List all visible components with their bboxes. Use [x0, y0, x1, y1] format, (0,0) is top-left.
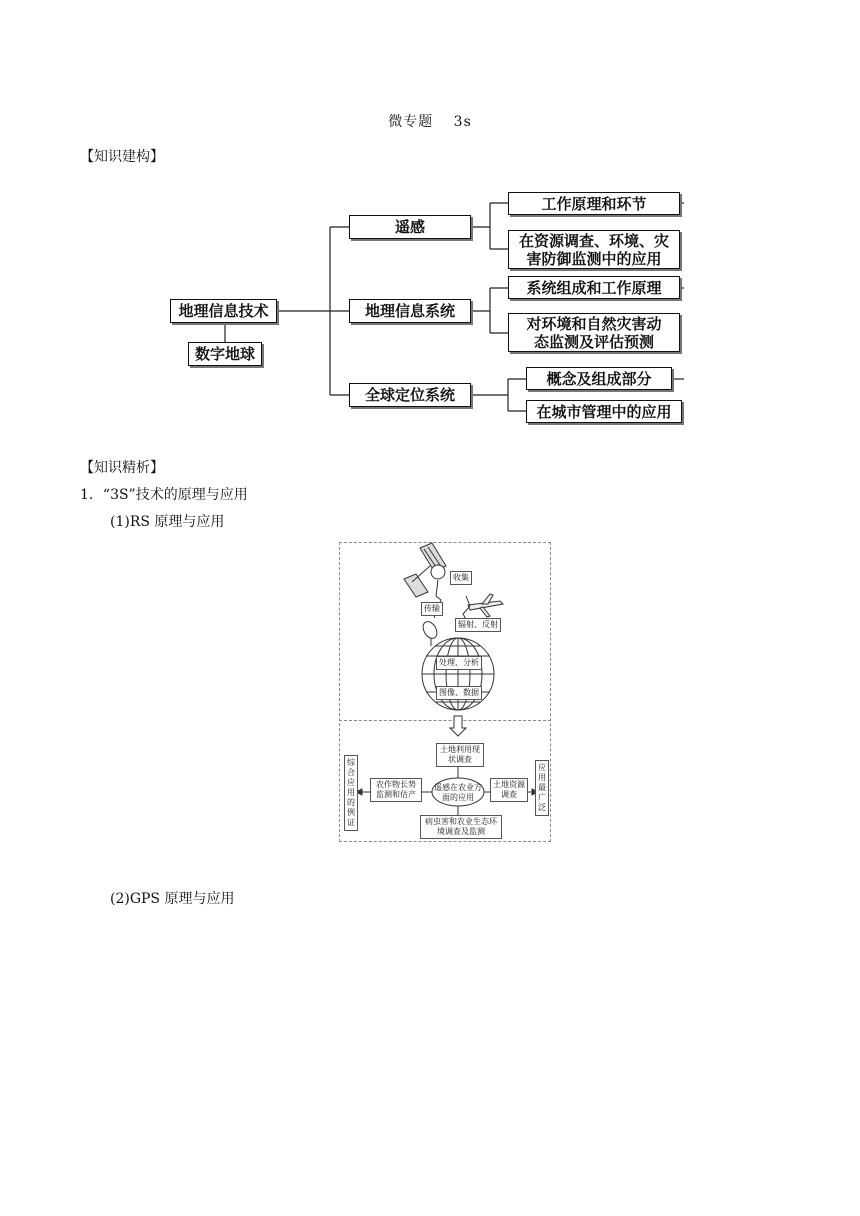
- mindmap-leaf-gis-principle: 系统组成和工作原理: [508, 276, 680, 299]
- antenna-dish-icon: [420, 619, 439, 646]
- page-title: 微专题 3s: [388, 114, 472, 130]
- label-land-resource: 土地资源调查: [490, 778, 528, 802]
- mindmap-root: 地理信息技术: [170, 299, 277, 323]
- down-arrow-icon: [450, 716, 466, 736]
- label-left-side: 综合应用的例证: [344, 755, 358, 831]
- label-process: 处理、分析: [436, 656, 482, 670]
- label-transmit: 传输: [421, 602, 443, 616]
- mindmap-leaf-rs-principle: 工作原理和环节: [508, 192, 680, 215]
- label-collect: 收集: [450, 571, 472, 585]
- subheading-gps: (2)GPS 原理与应用: [110, 891, 235, 907]
- label-land-use: 土地利用现状调查: [436, 743, 484, 767]
- section-heading-structure: 【知识建构】: [80, 149, 164, 165]
- mindmap-leaf-gps-concept: 概念及组成部分: [526, 367, 672, 390]
- mindmap-digital-earth: 数字地球: [188, 342, 262, 366]
- label-pest: 病虫害和农业生态环境调查及监测: [420, 815, 502, 839]
- mindmap-leaf-gps-application: 在城市管理中的应用: [526, 400, 682, 423]
- mindmap-branch-gis: 地理信息系统: [349, 299, 471, 323]
- subheading-rs: (1)RS 原理与应用: [110, 514, 225, 530]
- label-image: 图像、数据: [436, 686, 482, 700]
- satellite-icon: [404, 543, 446, 597]
- label-radiate: 辐射、反射: [455, 618, 501, 632]
- section-heading-analysis: 【知识精析】: [80, 460, 164, 476]
- mindmap-branch-remote-sensing: 遥感: [349, 215, 471, 239]
- airplane-icon: [468, 594, 503, 617]
- label-center: 遥感在农业方面的应用: [434, 783, 482, 802]
- mindmap-leaf-gis-application: 对环境和自然灾害动态监测及评估预测: [508, 313, 680, 352]
- item-heading-3s: 1．“3S”技术的原理与应用: [80, 487, 248, 503]
- label-crop: 农作物长势监测和估产: [370, 778, 422, 802]
- mindmap-branch-gps: 全球定位系统: [349, 383, 471, 407]
- label-right-side: 应用最广泛: [535, 760, 549, 816]
- mindmap-leaf-rs-application: 在资源调查、环境、灾害防御监测中的应用: [508, 230, 680, 269]
